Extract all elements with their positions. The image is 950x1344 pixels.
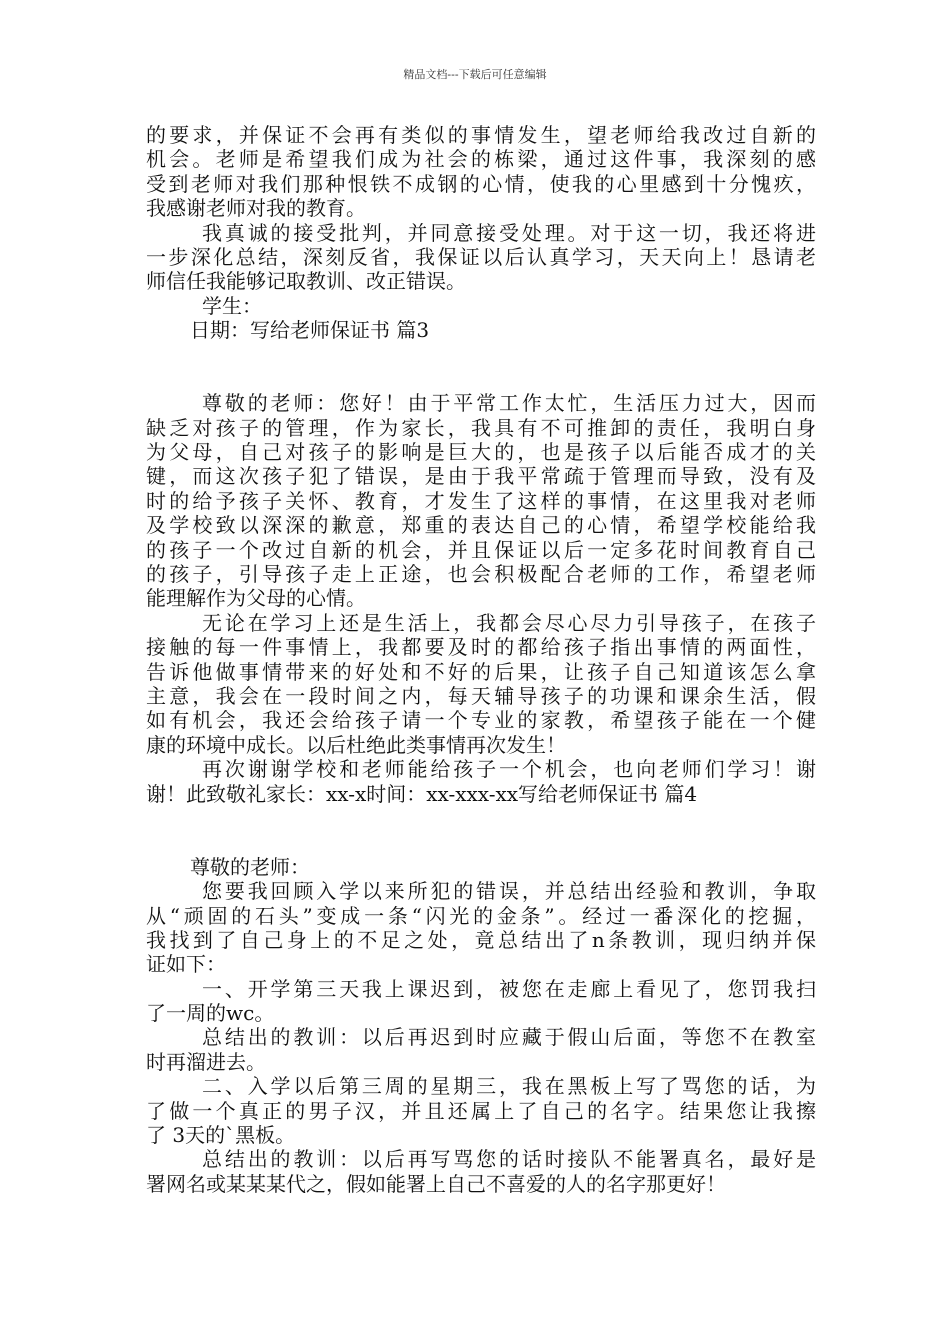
- text-line: 您要我回顾入学以来所犯的错误，并总结出经验和教训，争取: [202, 879, 816, 904]
- text-line: 无论在学习上还是生活上，我都会尽心尽力引导孩子，在孩子: [202, 610, 816, 635]
- text-line: 我找到了自己身上的不足之处，竟总结出了n条教训，现归纳并保: [146, 927, 816, 952]
- page-header: 精品文档---下载后可任意编辑: [403, 68, 547, 81]
- text-line: 时再溜进去。: [146, 1049, 266, 1074]
- text-line: 时的给予孩子关怀、教育，才发生了这样的事情，在这里我对老师: [146, 488, 816, 513]
- text-line: 及学校致以深深的歉意，郑重的表达自己的心情，希望学校能给我: [146, 513, 816, 538]
- text-line: 受到老师对我们那种恨铁不成钢的心情，使我的心里感到十分愧疚，: [146, 171, 816, 196]
- text-line: 我真诚的接受批判，并同意接受处理。对于这一切，我还将进: [202, 220, 816, 245]
- text-line: 再次谢谢学校和老师能给孩子一个机会，也向老师们学习！谢: [202, 757, 816, 782]
- text-line: 了 3天的`黑板。: [146, 1123, 296, 1148]
- text-line: 键，而这次孩子犯了错误，是由于我平常疏于管理而导致，没有及: [146, 464, 816, 489]
- paragraph-gap: [146, 806, 816, 855]
- text-line: 的孩子一个改过自新的机会，并且保证以后一定多花时间教育自己: [146, 537, 816, 562]
- text-line: 总结出的教训：以后再迟到时应藏于假山后面，等您不在教室: [202, 1025, 816, 1050]
- text-line: 主意，我会在一段时间之内，每天辅导孩子的功课和课余生活，假: [146, 684, 816, 708]
- text-line: 的孩子，引导孩子走上正途，也会积极配合老师的工作，希望老师: [146, 562, 816, 587]
- text-line: 署网名或某某某代之，假如能署上自己不喜爱的人的名字那更好！: [146, 1171, 726, 1196]
- text-line: 我感谢老师对我的教育。: [146, 196, 366, 221]
- text-line: 总结出的教训：以后再写骂您的话时接队不能署真名，最好是: [202, 1147, 816, 1172]
- signature-student: 学生：: [202, 293, 262, 318]
- text-line: 谢！此致敬礼家长：xx-x时间：xx-xxx-xx写给老师保证书 篇4: [146, 781, 698, 806]
- document-body: [146, 123, 816, 1196]
- text-line: 接触的每一件事情上，我都要及时的都给孩子指出事情的两面性，: [146, 635, 816, 660]
- text-line: 证如下：: [146, 952, 226, 977]
- text-line: 机会。老师是希望我们成为社会的栋梁，通过这件事，我深刻的感: [146, 147, 816, 172]
- text-line: 师信任我能够记取教训、改正错误。: [146, 269, 466, 294]
- text-line: 缺乏对孩子的管理，作为家长，我具有不可推卸的责任，我明白身: [146, 415, 816, 440]
- paragraph-gap: [146, 343, 816, 392]
- text-line: 如有机会，我还会给孩子请一个专业的家教，希望孩子能在一个健: [146, 708, 816, 733]
- text-line: 一、开学第三天我上课迟到，被您在走廊上看见了，您罚我扫: [202, 976, 816, 1001]
- text-line: 了一周的wc。: [146, 1001, 275, 1026]
- text-line: 了做一个真正的男子汉，并且还属上了自己的名字。结果您让我擦: [146, 1098, 816, 1123]
- salutation: 尊敬的老师：: [190, 854, 310, 879]
- text-line: 康的环境中成长。以后杜绝此类事情再次发生！: [146, 732, 566, 757]
- text-line: 为父母，自己对孩子的影响是巨大的，也是孩子以后能否成才的关: [146, 440, 816, 465]
- text-line: 一步深化总结，深刻反省，我保证以后认真学习，天天向上！恳请老: [146, 244, 816, 269]
- date-line: 日期：写给老师保证书 篇3: [190, 318, 430, 343]
- text-line: 从“顽固的石头”变成一条“闪光的金条”。经过一番深化的挖掘，: [146, 903, 816, 928]
- text-line: 的要求，并保证不会再有类似的事情发生，望老师给我改过自新的: [146, 123, 816, 147]
- text-line: 尊敬的老师：您好！由于平常工作太忙，生活压力过大，因而: [202, 391, 816, 416]
- text-line: 告诉他做事情带来的好处和不好的后果，让孩子自己知道该怎么拿: [146, 659, 816, 684]
- text-line: 能理解作为父母的心情。: [146, 586, 366, 611]
- text-line: 二、入学以后第三周的星期三，我在黑板上写了骂您的话，为: [202, 1074, 816, 1099]
